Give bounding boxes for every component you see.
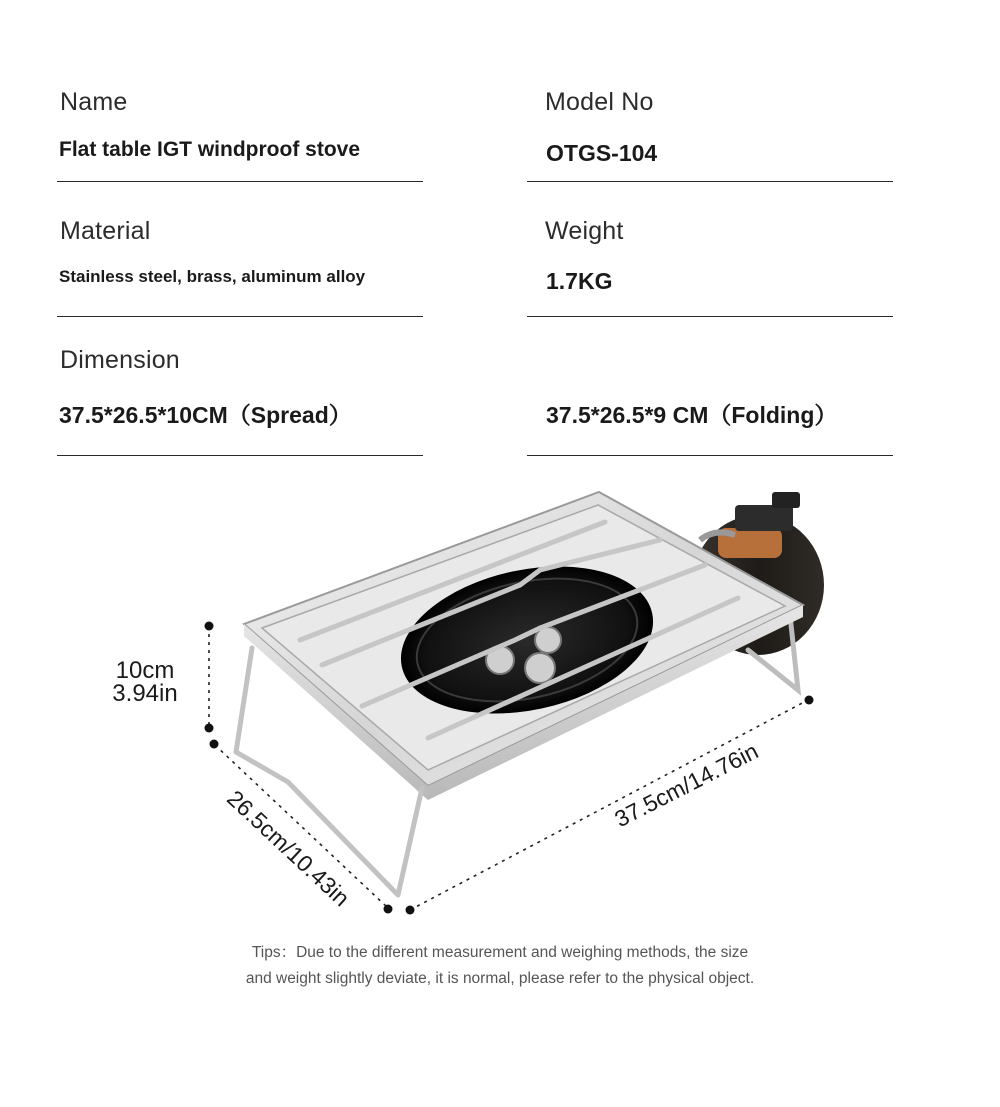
divider — [57, 455, 423, 456]
spec-label-dimension: Dimension — [60, 346, 180, 374]
spec-value-weight: 1.7KG — [546, 268, 613, 294]
tips-note — [0, 940, 1000, 992]
height-in-label: 3.94in — [112, 680, 178, 707]
spec-dimension — [57, 346, 423, 428]
spec-name — [57, 88, 423, 161]
spec-value-dimension-spread: 37.5*26.5*10CM（Spread） — [59, 402, 352, 428]
spec-label-name: Name — [60, 88, 128, 116]
spec-value-dimension-folding: 37.5*26.5*9 CM（Folding） — [546, 402, 838, 428]
spec-weight — [527, 217, 893, 294]
divider — [527, 181, 893, 182]
stove-product-illustration — [0, 470, 1000, 940]
tips-line-2: and weight slightly deviate, it is normal, please refer to the physical object. — [245, 970, 755, 987]
spec-value-model: OTGS-104 — [546, 140, 658, 166]
length-label: 37.5cm/14.76in — [610, 737, 763, 833]
divider — [57, 181, 423, 182]
divider — [527, 316, 893, 317]
divider — [527, 455, 893, 456]
height-cm-label: 10cm — [115, 657, 175, 684]
divider — [57, 316, 423, 317]
spec-model — [527, 88, 893, 166]
spec-material — [57, 217, 423, 286]
spec-value-material: Stainless steel, brass, aluminum alloy — [59, 267, 366, 286]
spec-value-name: Flat table IGT windproof stove — [59, 138, 361, 161]
spec-label-model: Model No — [545, 88, 654, 116]
spec-label-material: Material — [60, 217, 151, 245]
tips-line-1: Tips：Due to the different measurement and weighing methods, the size — [251, 944, 749, 961]
depth-label: 26.5cm/10.43in — [222, 785, 355, 912]
spec-label-weight: Weight — [545, 217, 624, 245]
